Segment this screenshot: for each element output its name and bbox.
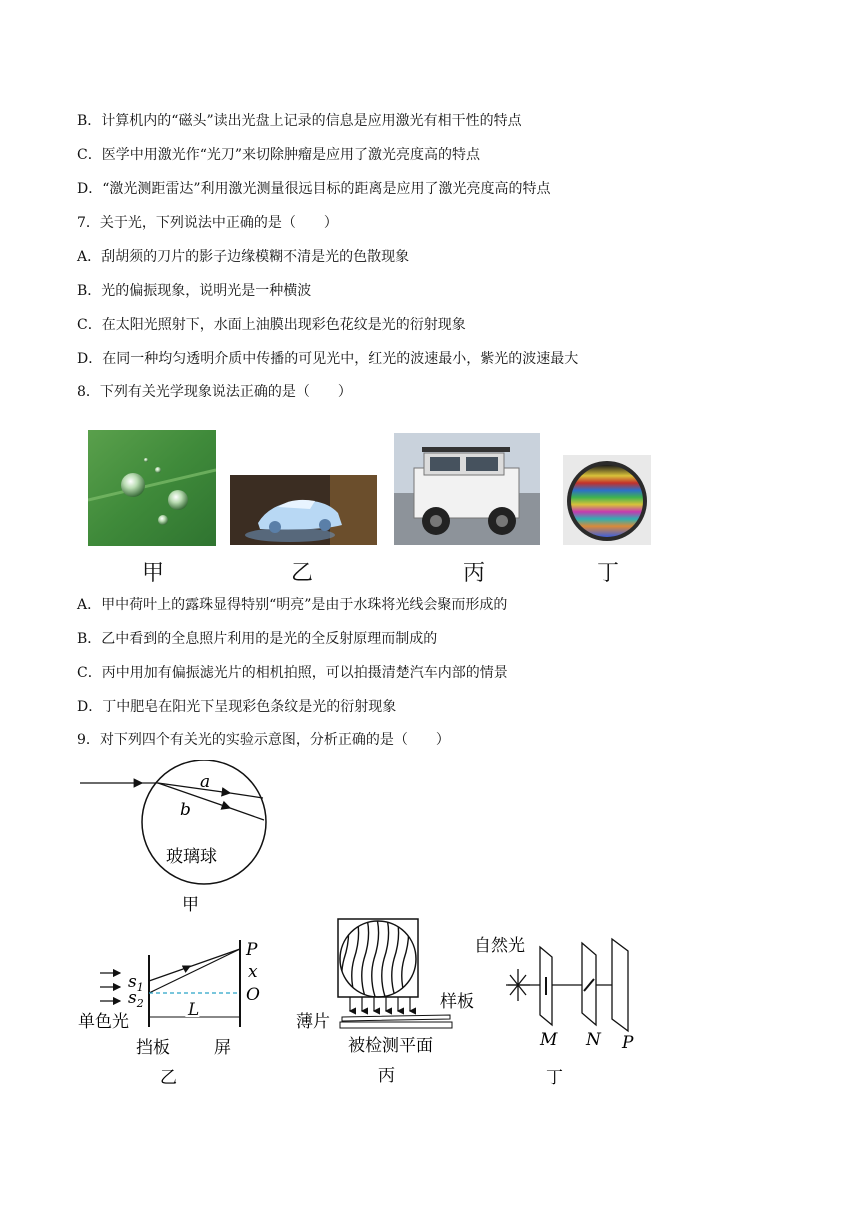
thin-sheet-label: 薄片 [296,1012,330,1032]
q7-option-b: B．光的偏振现象，说明光是一种横波 [77,283,312,299]
caption-bing: 丙 [463,561,486,586]
question-7: 7．关于光，下列说法中正确的是（ ） [77,215,338,231]
polarizer-m-label: M [540,1030,558,1050]
tested-plane-label: 被检测平面 [348,1036,433,1056]
diagram-jia-caption: 甲 [182,895,199,915]
q7-option-c: C．在太阳光照射下，水面上油膜出现彩色花纹是光的衍射现象 [77,317,466,333]
photo-bing-suv [394,433,540,545]
distance-x-label: x [248,962,258,982]
point-o-label: O [246,985,260,1005]
glass-ball-label: 玻璃球 [166,847,217,867]
q8-option-d: D．丁中肥皂在阳光下呈现彩色条纹是光的衍射现象 [77,699,397,715]
natural-light-label: 自然光 [474,936,525,956]
q7-option-a: A．刮胡须的刀片的影子边缘模糊不清是光的色散现象 [77,249,410,265]
monochromatic-light-label: 单色光 [78,1012,129,1032]
q8-option-a: A．甲中荷叶上的露珠显得特别“明亮”是由于水珠将光线会聚而形成的 [77,597,508,613]
photo-jia-dewdrops [88,430,216,546]
sample-plate-label: 样板 [440,992,474,1012]
natural-light-icon [506,969,530,1001]
q7-option-d: D．在同一种均匀透明介质中传播的可见光中，红光的波速最小，紫光的波速最大 [77,351,579,367]
diagram-ding-caption: 丁 [546,1068,563,1088]
caption-ding: 丁 [597,561,620,586]
slit-s1-label: $s_1$ [128,972,144,994]
question-9: 9．对下列四个有关光的实验示意图，分析正确的是（ ） [77,732,450,748]
diagram-bing-thin-film [290,915,490,1090]
diagram-bing-caption: 丙 [378,1066,395,1086]
baffle-label: 挡板 [136,1038,170,1058]
option-b-magnetic-head: B．计算机内的“磁头”读出光盘上记录的信息是应用激光有相干性的特点 [77,113,522,129]
point-p-label: P [246,940,258,960]
polarizer-n-label: N [586,1030,601,1050]
photo-ding-soap-film [563,455,651,545]
caption-jia: 甲 [142,561,165,586]
question-8: 8．下列有关光学现象说法正确的是（ ） [77,384,352,400]
photo-yi-hologram-car [230,475,377,545]
q8-option-b: B．乙中看到的全息照片利用的是光的全反射原理而制成的 [77,631,438,647]
diagram-yi-double-slit [76,935,276,1095]
diagram-yi-caption: 乙 [160,1068,177,1088]
q8-option-c: C．丙中用加有偏振滤光片的相机拍照，可以拍摄清楚汽车内部的情景 [77,665,508,681]
screen-label: 屏 [214,1038,231,1058]
diagram-ding-polarizers [470,925,650,1090]
slit-s2-label: $s_2$ [128,988,144,1010]
diagram-jia-glass-ball [70,760,290,920]
ray-a-label: a [200,772,211,792]
option-d-laser-radar: D．“激光测距雷达”利用激光测量很远目标的距离是应用了激光亮度高的特点 [77,181,551,197]
distance-l-label: L [188,1000,200,1020]
caption-yi: 乙 [291,561,314,586]
screen-p-label: P [622,1033,634,1053]
ray-b-label: b [180,800,191,820]
option-c-light-knife: C．医学中用激光作“光刀”来切除肿瘤是应用了激光亮度高的特点 [77,147,481,163]
